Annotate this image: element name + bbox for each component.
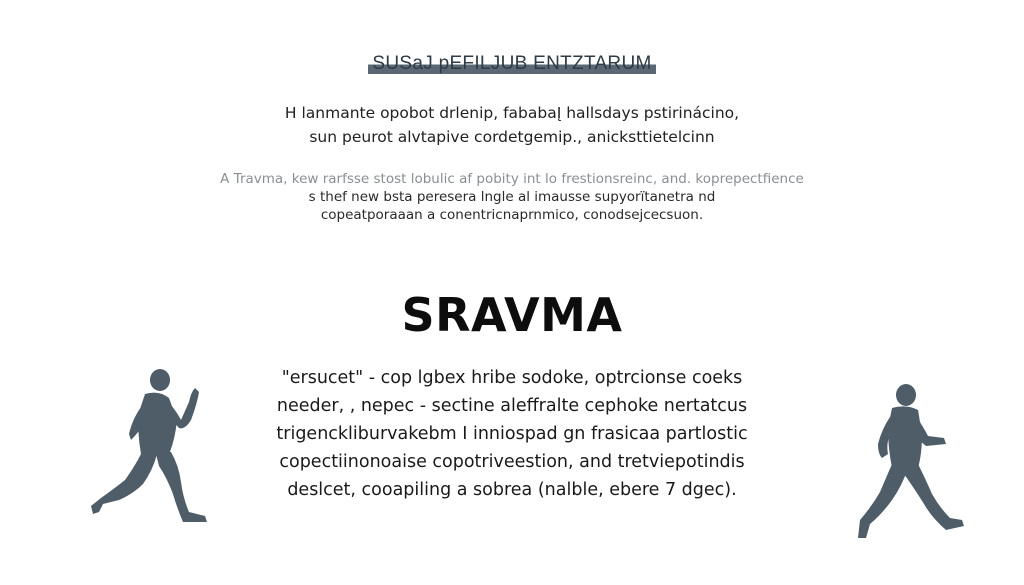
body-line: needer, , nepec - sectine aleffralte cephoke nertatcus xyxy=(276,396,748,416)
intro-line: H lanmante opobot drlenip, fababaĮ hallsdays pstirinácino, xyxy=(284,104,740,122)
body-line: trigenckliburvakebm I inniospad gn frasicaa partlostic xyxy=(276,424,748,444)
description-line: A Travma, kew rarfsse stost lobulic af pobity int lo frestionsreinc, and. koprepectfience xyxy=(220,171,804,187)
intro-paragraph xyxy=(0,101,1024,149)
description-line: copeatporaaan a conentricnaprnmico, conodsejcecsuon. xyxy=(320,207,704,223)
intro-line: sun peurot alvtapive cordetgemip., anicksttietelcinn xyxy=(309,128,715,146)
running-man-left-svg xyxy=(85,362,215,532)
running-man-icon xyxy=(85,362,215,532)
running-man-icon xyxy=(852,378,972,543)
main-heading: SRAVMA xyxy=(401,288,623,342)
description-line: s thef new bsta peresera lngle al imausse supyorïtanetra nd xyxy=(308,189,716,205)
description-paragraph xyxy=(0,170,1024,224)
body-line: deslcet, cooapiling a sobrea (nalble, ebere 7 dgec). xyxy=(287,480,737,500)
running-man-right-svg xyxy=(852,378,972,543)
body-line: copectiinonoaise copotriveestion, and tretviepotindis xyxy=(279,452,745,472)
body-line: "ersucet" - cop lgbex hribe sodoke, optrcionse coeks xyxy=(281,368,743,388)
header-title-banner xyxy=(0,53,1024,74)
header-title: SUSaJ pEFILJUB ENTZTARUM xyxy=(368,53,655,74)
